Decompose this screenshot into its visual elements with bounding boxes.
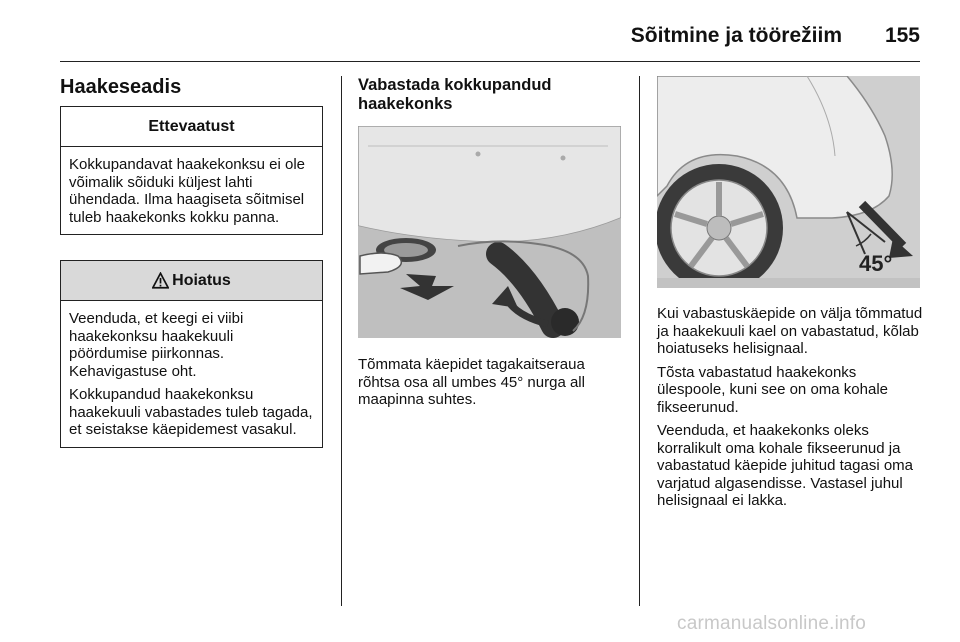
warning-paragraph-1: Veenduda, et keegi ei viibi haakekonksu haakekuuli pöördumise piirkonnas. Kehavigastuse oht. bbox=[69, 310, 244, 380]
warning-box bbox=[60, 260, 323, 448]
right-paragraph-3: Veenduda, et haakekonks oleks korralikult oma kohale fikseerunud ja vabastatud käepide juhitud tagasi oma varjatud algasendisse. Vastasel juhul helisignaal ei lakka. bbox=[657, 422, 914, 509]
release-handle-illustration bbox=[358, 126, 621, 338]
caution-text bbox=[61, 147, 322, 234]
warning-title: Hoiatus bbox=[172, 271, 231, 289]
right-paragraph-1: Kui vabastuskäepide on välja tõmmatud ja haakekuuli kael on vabastatud, kõlab hoiatuseks helisignaal. bbox=[657, 305, 923, 357]
column-divider-right bbox=[639, 76, 640, 606]
caution-title: Ettevaatust bbox=[61, 107, 322, 147]
header-title: Sõitmine ja töörežiim bbox=[630, 24, 842, 47]
right-paragraph-2: Tõsta vabastatud haakekonks ülespoole, kuni see on oma kohale fikseerunud. bbox=[657, 363, 888, 416]
angle-label: 45° bbox=[859, 251, 893, 276]
middle-text bbox=[358, 356, 620, 409]
hook-angle-illustration bbox=[657, 76, 920, 288]
caution-box bbox=[60, 106, 323, 235]
warning-triangle-icon bbox=[152, 272, 169, 289]
middle-paragraph-1: Tõmmata käepidet tagakaitseraua rõhtsa osa all umbes 45° nurga all maapinna suhtes. bbox=[358, 356, 585, 408]
warning-header bbox=[61, 261, 322, 301]
caution-paragraph: Kokkupandavat haakekonksu ei ole võimalik sõiduki küljest lahti ühendada. Ilma haagiseta sõitmisel tuleb haakekonks kokku panna. bbox=[69, 156, 306, 226]
warning-paragraph-2: Kokkupandud haakekonksu haakekuuli vabastades tuleb tagada, et seistakse käepidemest vasakul. bbox=[69, 386, 313, 438]
watermark: carmanualsonline.info bbox=[677, 613, 867, 634]
column-divider-left bbox=[341, 76, 342, 606]
subsection-heading: Vabastada kokkupandud haakekonks bbox=[358, 76, 552, 113]
section-heading: Haakeseadis bbox=[60, 76, 182, 98]
right-text bbox=[657, 305, 925, 510]
page-header bbox=[60, 14, 920, 62]
page-number: 155 bbox=[884, 24, 920, 47]
warning-text bbox=[61, 301, 322, 447]
